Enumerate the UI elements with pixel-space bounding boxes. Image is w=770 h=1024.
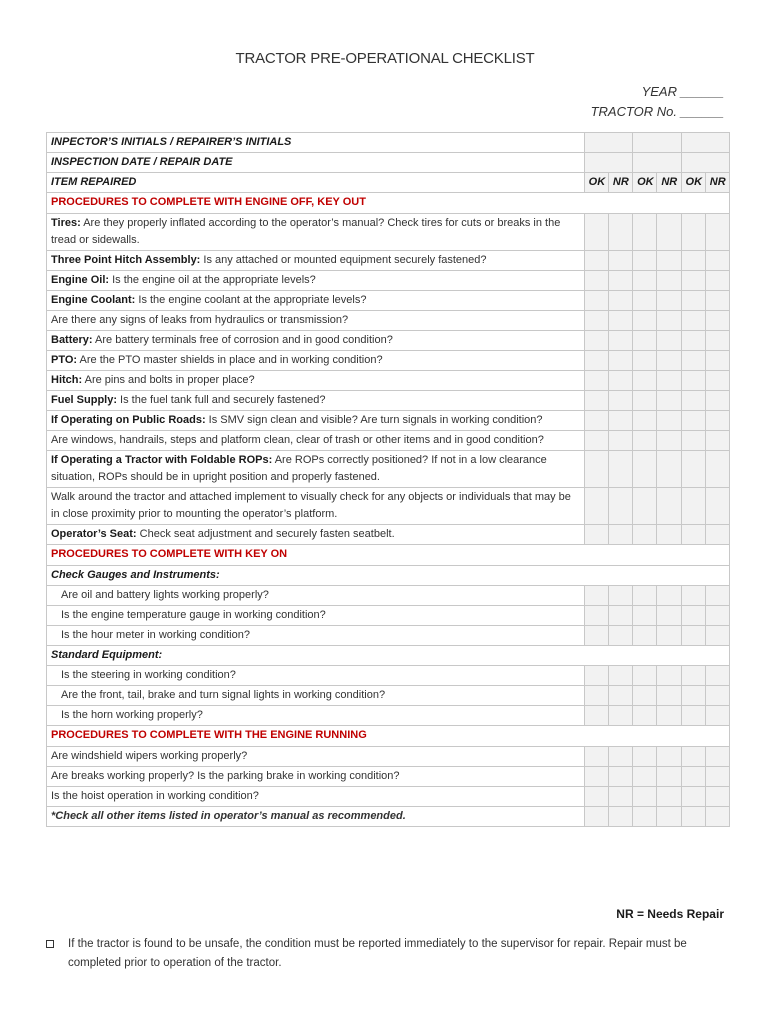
item-text: Is the fuel tank full and securely fastened? (117, 394, 326, 406)
item-description (47, 391, 585, 411)
ok-cell[interactable] (584, 331, 608, 351)
checklist-row (47, 451, 730, 488)
ok-cell[interactable] (584, 251, 608, 271)
nr-cell[interactable] (608, 411, 632, 431)
item-description: Are the front, tail, brake and turn signal lights in working condition? (47, 686, 585, 706)
ok-cell[interactable] (681, 371, 705, 391)
ok-cell[interactable] (633, 706, 657, 726)
ok-cell[interactable] (681, 351, 705, 371)
item-description (47, 488, 585, 525)
nr-cell[interactable] (705, 767, 729, 787)
nr-cell[interactable] (657, 787, 681, 807)
item-description (47, 271, 585, 291)
ok-cell[interactable] (681, 331, 705, 351)
ok-cell[interactable] (633, 291, 657, 311)
nr-cell[interactable] (657, 666, 681, 686)
ok-cell[interactable] (584, 686, 608, 706)
checklist-row (47, 431, 730, 451)
footnote-checkbox[interactable] (46, 940, 54, 948)
checklist-row (47, 214, 730, 251)
ok-cell[interactable] (633, 767, 657, 787)
item-description: Is the steering in working condition? (47, 666, 585, 686)
ok-cell[interactable] (681, 747, 705, 767)
running-note: *Check all other items listed in operator’s manual as recommended. (47, 807, 585, 827)
subsection-equipment (47, 646, 730, 666)
item-label: Engine Oil: (51, 274, 110, 286)
ok-cell[interactable] (681, 451, 705, 488)
date-cell[interactable] (584, 153, 632, 173)
nr-cell[interactable] (608, 311, 632, 331)
note-row (47, 807, 730, 827)
ok-cell[interactable] (681, 488, 705, 525)
ok-cell[interactable] (633, 488, 657, 525)
ok-cell[interactable] (633, 525, 657, 545)
nr-cell[interactable] (608, 431, 632, 451)
ok-cell[interactable] (584, 371, 608, 391)
checklist-row (47, 666, 730, 686)
subsection-heading: Check Gauges and Instruments: (47, 566, 730, 586)
checklist-row (47, 767, 730, 787)
item-description: Is the hour meter in working condition? (47, 626, 585, 646)
nr-cell[interactable] (608, 331, 632, 351)
section-heading: PROCEDURES TO COMPLETE WITH THE ENGINE RUNNING (47, 726, 730, 747)
nr-cell[interactable] (705, 666, 729, 686)
nr-cell[interactable] (657, 391, 681, 411)
nr-cell[interactable] (657, 251, 681, 271)
nr-cell[interactable] (705, 606, 729, 626)
nr-cell[interactable] (705, 251, 729, 271)
initials-cell[interactable] (681, 133, 729, 153)
ok-cell[interactable] (633, 271, 657, 291)
column-nr: NR (705, 173, 729, 193)
nr-cell[interactable] (608, 706, 632, 726)
ok-cell[interactable] (584, 767, 608, 787)
item-text: Are there any signs of leaks from hydraulics or transmission? (51, 314, 349, 326)
item-text: Are pins and bolts in proper place? (82, 374, 255, 386)
nr-cell[interactable] (657, 706, 681, 726)
ok-cell[interactable] (584, 807, 608, 827)
nr-cell[interactable] (657, 431, 681, 451)
item-text: Are they properly inflated according to the operator’s manual? Check tires for cuts or breaks in the tread or sidewalls. (51, 217, 561, 246)
ok-cell[interactable] (681, 251, 705, 271)
item-description: Are oil and battery lights working properly? (47, 586, 585, 606)
legend-needs-repair: NR = Needs Repair (616, 907, 724, 921)
initials-cell[interactable] (633, 133, 681, 153)
item-text: Is SMV sign clean and visible? Are turn signals in working condition? (205, 414, 543, 426)
ok-cell[interactable] (681, 666, 705, 686)
nr-cell[interactable] (608, 525, 632, 545)
item-description (47, 371, 585, 391)
ok-cell[interactable] (633, 787, 657, 807)
nr-cell[interactable] (608, 351, 632, 371)
nr-cell[interactable] (705, 807, 729, 827)
nr-cell[interactable] (705, 488, 729, 525)
nr-cell[interactable] (657, 606, 681, 626)
subsection-gauges (47, 566, 730, 586)
ok-cell[interactable] (681, 431, 705, 451)
nr-cell[interactable] (657, 451, 681, 488)
nr-cell[interactable] (705, 525, 729, 545)
checklist-table (46, 132, 730, 827)
header-date: INSPECTION DATE / REPAIR DATE (47, 153, 585, 173)
nr-cell[interactable] (608, 626, 632, 646)
ok-cell[interactable] (633, 666, 657, 686)
ok-cell[interactable] (681, 626, 705, 646)
nr-cell[interactable] (657, 311, 681, 331)
ok-cell[interactable] (584, 411, 608, 431)
nr-cell[interactable] (608, 391, 632, 411)
item-description (47, 431, 585, 451)
item-label: If Operating a Tractor with Foldable ROPs: (51, 454, 273, 466)
ok-cell[interactable] (633, 747, 657, 767)
tractor-number-field: TRACTOR No. ______ (590, 104, 724, 119)
checklist-row (47, 626, 730, 646)
ok-cell[interactable] (584, 626, 608, 646)
ok-cell[interactable] (633, 586, 657, 606)
ok-cell[interactable] (681, 311, 705, 331)
ok-cell[interactable] (584, 787, 608, 807)
item-text: Are windows, handrails, steps and platform clean, clear of trash or other items and in good condition? (51, 434, 544, 446)
checklist-row (47, 686, 730, 706)
item-label: Operator’s Seat: (51, 528, 137, 540)
page-title: TRACTOR PRE-OPERATIONAL CHECKLIST (235, 50, 535, 67)
nr-cell[interactable] (657, 586, 681, 606)
item-description (47, 214, 585, 251)
ok-cell[interactable] (584, 431, 608, 451)
ok-cell[interactable] (584, 525, 608, 545)
item-description: Is the hoist operation in working condition? (47, 787, 585, 807)
item-description (47, 251, 585, 271)
ok-cell[interactable] (633, 411, 657, 431)
item-label: Hitch: (51, 374, 83, 386)
checklist-row (47, 747, 730, 767)
nr-cell[interactable] (608, 451, 632, 488)
checklist-row (47, 787, 730, 807)
nr-cell[interactable] (705, 391, 729, 411)
ok-cell[interactable] (681, 291, 705, 311)
nr-cell[interactable] (657, 747, 681, 767)
nr-cell[interactable] (705, 411, 729, 431)
item-label: Three Point Hitch Assembly: (51, 254, 201, 266)
item-description (47, 525, 585, 545)
header-row-date (47, 153, 730, 173)
checklist-row (47, 488, 730, 525)
nr-cell[interactable] (705, 311, 729, 331)
nr-cell[interactable] (657, 411, 681, 431)
ok-cell[interactable] (681, 586, 705, 606)
checklist-row (47, 586, 730, 606)
nr-cell[interactable] (657, 767, 681, 787)
section-key-on (47, 545, 730, 566)
ok-cell[interactable] (681, 787, 705, 807)
checklist-row (47, 311, 730, 331)
item-description: Are breaks working properly? Is the parking brake in working condition? (47, 767, 585, 787)
nr-cell[interactable] (608, 807, 632, 827)
ok-cell[interactable] (681, 767, 705, 787)
ok-cell[interactable] (681, 706, 705, 726)
nr-cell[interactable] (657, 488, 681, 525)
ok-cell[interactable] (584, 586, 608, 606)
ok-cell[interactable] (633, 311, 657, 331)
checklist-row (47, 331, 730, 351)
item-description (47, 451, 585, 488)
item-text: Is any attached or mounted equipment securely fastened? (200, 254, 487, 266)
ok-cell[interactable] (633, 451, 657, 488)
year-field: YEAR ______ (641, 84, 724, 99)
ok-cell[interactable] (633, 214, 657, 251)
checklist-row (47, 291, 730, 311)
item-description: Is the horn working properly? (47, 706, 585, 726)
column-ok: OK (681, 173, 705, 193)
section-heading: PROCEDURES TO COMPLETE WITH KEY ON (47, 545, 730, 566)
nr-cell[interactable] (608, 291, 632, 311)
date-cell[interactable] (681, 153, 729, 173)
nr-cell[interactable] (705, 451, 729, 488)
item-label: Battery: (51, 334, 93, 346)
nr-cell[interactable] (705, 331, 729, 351)
item-text: Is the engine coolant at the appropriate levels? (135, 294, 367, 306)
item-text: Walk around the tractor and attached implement to visually check for any objects or individuals that may be in close proximity prior to mounting the operator’s platform. (51, 491, 571, 520)
nr-cell[interactable] (705, 431, 729, 451)
header-row-initials (47, 133, 730, 153)
item-text: Are ROPs correctly positioned? If not in a low clearance situation, ROPs should be in upright position and properly fastened. (51, 454, 547, 483)
section-engine-off (47, 193, 730, 214)
checklist-row (47, 706, 730, 726)
nr-cell[interactable] (657, 331, 681, 351)
ok-cell[interactable] (584, 391, 608, 411)
checklist-row (47, 351, 730, 371)
ok-cell[interactable] (584, 291, 608, 311)
ok-cell[interactable] (584, 606, 608, 626)
item-label: Fuel Supply: (51, 394, 117, 406)
initials-cell[interactable] (584, 133, 632, 153)
ok-cell[interactable] (584, 214, 608, 251)
nr-cell[interactable] (705, 747, 729, 767)
checklist-row (47, 391, 730, 411)
item-description (47, 411, 585, 431)
nr-cell[interactable] (705, 586, 729, 606)
nr-cell[interactable] (608, 747, 632, 767)
column-nr: NR (608, 173, 632, 193)
ok-cell[interactable] (584, 488, 608, 525)
nr-cell[interactable] (705, 291, 729, 311)
section-running (47, 726, 730, 747)
checklist-row (47, 271, 730, 291)
nr-cell[interactable] (608, 686, 632, 706)
ok-cell[interactable] (681, 686, 705, 706)
ok-cell[interactable] (633, 626, 657, 646)
ok-cell[interactable] (584, 706, 608, 726)
ok-cell[interactable] (633, 251, 657, 271)
ok-cell[interactable] (633, 351, 657, 371)
item-description (47, 311, 585, 331)
nr-cell[interactable] (608, 271, 632, 291)
nr-cell[interactable] (608, 767, 632, 787)
ok-cell[interactable] (633, 606, 657, 626)
item-description: Are windshield wipers working properly? (47, 747, 585, 767)
nr-cell[interactable] (705, 271, 729, 291)
ok-cell[interactable] (633, 686, 657, 706)
nr-cell[interactable] (657, 214, 681, 251)
nr-cell[interactable] (657, 525, 681, 545)
nr-cell[interactable] (705, 686, 729, 706)
ok-cell[interactable] (584, 311, 608, 331)
column-ok: OK (633, 173, 657, 193)
nr-cell[interactable] (705, 351, 729, 371)
footnote-text: If the tractor is found to be unsafe, the condition must be reported immediately to the supervisor for repair. Repair must be completed prior to operation of the tractor. (68, 938, 687, 969)
nr-cell[interactable] (705, 626, 729, 646)
ok-cell[interactable] (633, 371, 657, 391)
column-nr: NR (657, 173, 681, 193)
ok-cell[interactable] (584, 747, 608, 767)
ok-cell[interactable] (633, 807, 657, 827)
nr-cell[interactable] (705, 706, 729, 726)
ok-cell[interactable] (633, 331, 657, 351)
ok-cell[interactable] (633, 391, 657, 411)
ok-cell[interactable] (681, 214, 705, 251)
nr-cell[interactable] (657, 807, 681, 827)
checklist-row (47, 371, 730, 391)
checklist-row (47, 525, 730, 545)
header-item-repaired: ITEM REPAIRED (47, 173, 585, 193)
nr-cell[interactable] (608, 666, 632, 686)
item-description (47, 291, 585, 311)
checklist-row (47, 606, 730, 626)
ok-cell[interactable] (584, 351, 608, 371)
item-description (47, 331, 585, 351)
ok-cell[interactable] (681, 391, 705, 411)
section-heading: PROCEDURES TO COMPLETE WITH ENGINE OFF, KEY OUT (47, 193, 730, 214)
item-label: Engine Coolant: (51, 294, 136, 306)
ok-cell[interactable] (681, 606, 705, 626)
nr-cell[interactable] (608, 251, 632, 271)
item-text: Are battery terminals free of corrosion and in good condition? (92, 334, 393, 346)
item-description (47, 351, 585, 371)
header-initials: INPECTOR’S INITIALS / REPAIRER’S INITIALS (47, 133, 585, 153)
item-text: Check seat adjustment and securely fasten seatbelt. (136, 528, 395, 540)
nr-cell[interactable] (608, 214, 632, 251)
ok-cell[interactable] (584, 271, 608, 291)
ok-cell[interactable] (584, 451, 608, 488)
item-label: If Operating on Public Roads: (51, 414, 206, 426)
column-ok: OK (584, 173, 608, 193)
nr-cell[interactable] (608, 371, 632, 391)
checklist-row (47, 251, 730, 271)
ok-cell[interactable] (681, 525, 705, 545)
nr-cell[interactable] (657, 291, 681, 311)
ok-cell[interactable] (681, 271, 705, 291)
nr-cell[interactable] (657, 351, 681, 371)
nr-cell[interactable] (608, 606, 632, 626)
item-text: Is the engine oil at the appropriate levels? (109, 274, 316, 286)
footnote (46, 935, 736, 973)
header-row-item (47, 173, 730, 193)
item-label: Tires: (51, 217, 81, 229)
nr-cell[interactable] (608, 787, 632, 807)
ok-cell[interactable] (633, 431, 657, 451)
nr-cell[interactable] (705, 371, 729, 391)
nr-cell[interactable] (608, 586, 632, 606)
nr-cell[interactable] (608, 488, 632, 525)
ok-cell[interactable] (681, 807, 705, 827)
item-text: Are the PTO master shields in place and in working condition? (77, 354, 383, 366)
nr-cell[interactable] (705, 787, 729, 807)
date-cell[interactable] (633, 153, 681, 173)
checklist-row (47, 411, 730, 431)
ok-cell[interactable] (584, 666, 608, 686)
nr-cell[interactable] (657, 371, 681, 391)
nr-cell[interactable] (657, 271, 681, 291)
item-description: Is the engine temperature gauge in working condition? (47, 606, 585, 626)
nr-cell[interactable] (657, 626, 681, 646)
ok-cell[interactable] (681, 411, 705, 431)
nr-cell[interactable] (657, 686, 681, 706)
item-label: PTO: (51, 354, 78, 366)
nr-cell[interactable] (705, 214, 729, 251)
subsection-heading: Standard Equipment: (47, 646, 730, 666)
